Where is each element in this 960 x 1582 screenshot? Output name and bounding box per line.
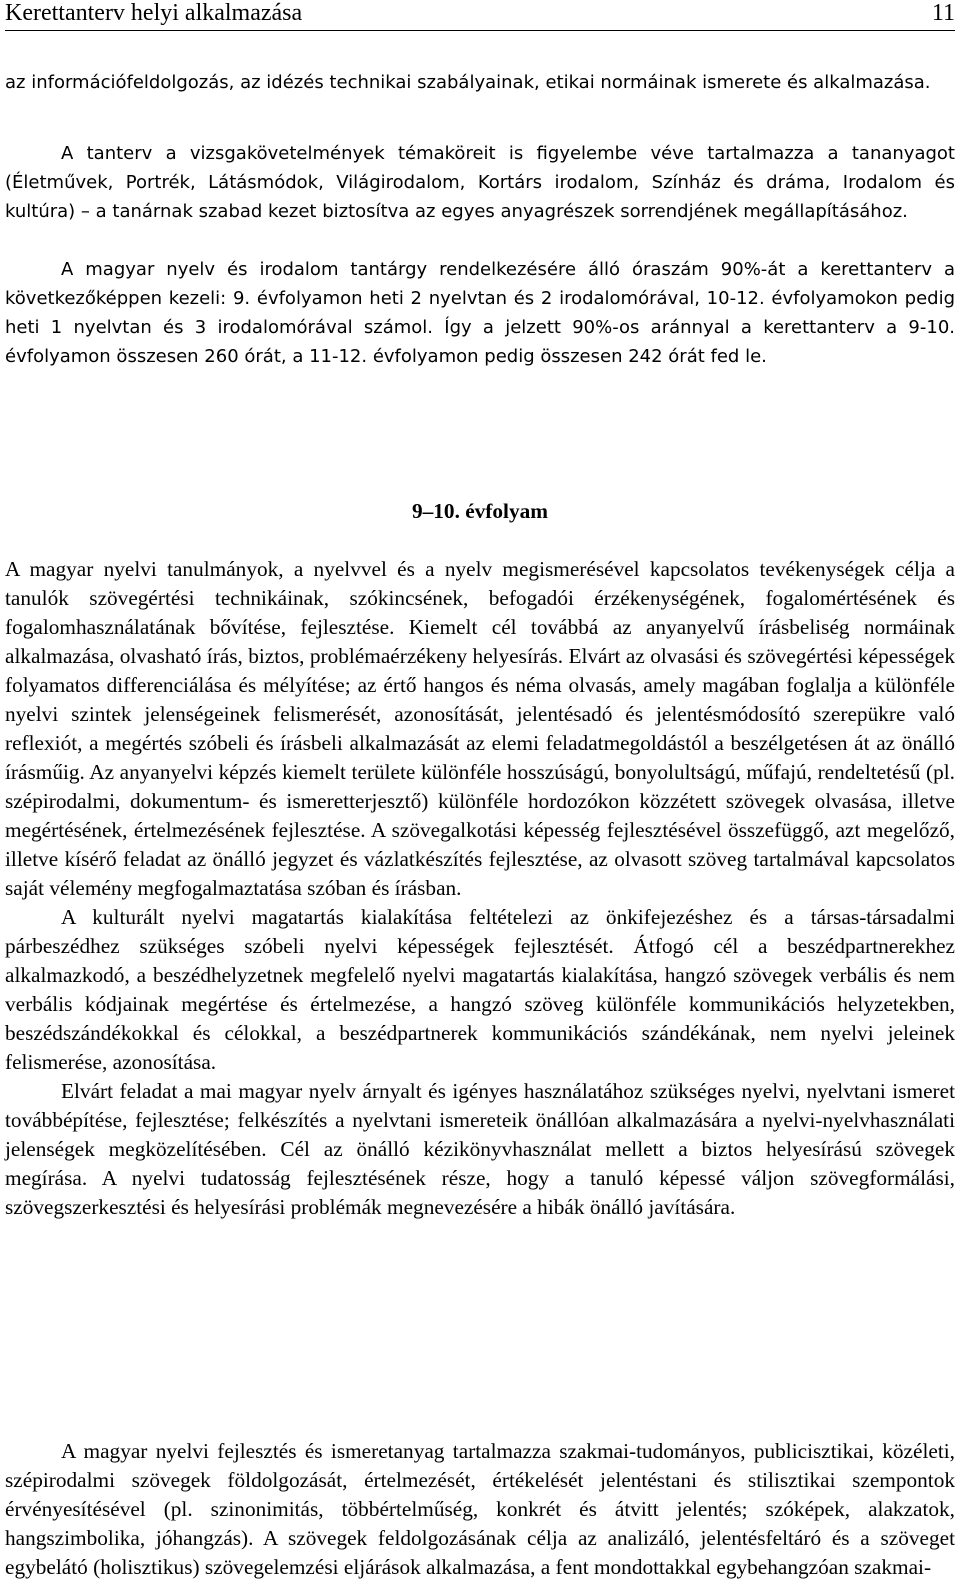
section-paragraph-4: A magyar nyelvi fejlesztés és ismeretanyag tartalmazza szakmai-tudományos, publicisztikai, közéleti, szépirodalmi szövegek földolgozását, értelmezését, értékelését jelentéstani és stilisztikai szempontok érvényesítésével (pl. szinonimitás, többértelműség, konkrét és átvitt jelentés; szóképek, alakzatok, hangszimbolika, jóhangzás). A szövegek feldolgozásának célja az analizáló, jelentésfeltáró és a szöveget egybelátó (holisztikus) szövegelemzési eljárások alkalmazása, a fent mondottakkal egybehangzóan szakmai- [5,1439,955,1579]
intro-continuation: az információfeldolgozás, az idézés technikai szabályainak, etikai normáinak ismerete és alkalmazása. [5,72,931,93]
section-paragraph-1: A magyar nyelvi tanulmányok, a nyelvvel és a nyelv megismerésével kapcsolatos tevékenységek célja a tanulók szövegértési technikáinak, szókincsének, befogadói érzékenységének, fogalomértésének és fogalomhasználatának bővítése, fejlesztése. Kiemelt cél továbbá az anyanyelvű írásbeliség normáinak alkalmazása, olvasható írás, biztos, problémaérzékeny helyesírás. Elvárt az olvasási és szövegértési képességek folyamatos differenciálása és mélyítése; az értő hangos és néma olvasás, amely magában foglalja a különféle nyelvi szintek jelenségeinek felismerését, azonosítását, jelentésadó és jelentésmódosító szerepükre való reflexiót, a megértés szóbeli és írásbeli alkalmazását az elemi feladatmegoldástól a beszélgetésen át az önálló írásműig. Az anyanyelvi képzés kiemelt területe különféle hosszúságú, bonyolultságú, műfajú, rendeltetésű (pl. szépirodalmi, dokumentum- és ismeretterjesztő) különféle hordozókon közzétett szövegek olvasása, illetve megértésének, értelmezésének fejlesztése. A szövegalkotási képesség fejlesztésével összefüggő, azt megelőző, illetve kísérő feladat az önálló jegyzet és vázlatkészítés fejlesztése, az olvasott szöveg tartalmával kapcsolatos saját vélemény megfogalmaztatása szóban és írásban. [5,557,955,900]
section-heading: 9–10. évfolyam [411,499,549,523]
section-paragraph-3: Elvárt feladat a mai magyar nyelv árnyalt és igényes használatához szükséges nyelvi, nyelvtani ismeret továbbépítése, fejlesztése; felkészítés a nyelvtani ismereteik önállóan alkalmazására a nyelvi-nyelvhasználati jelenségek megközelítésében. Cél az önálló kézikönyvhasználat mellett a biztos helyesírású szövegek megírása. A nyelvi tudatosság fejlesztésének része, hogy a tanuló képessé váljon szövegformálási, szövegszerkesztési és helyesírási problémák megnevezésére a hibák önálló javítására. [5,1079,955,1219]
page-header [5,0,955,31]
intro-paragraph-curriculum: A tanterv a vizsgakövetelmények témaköreit is figyelembe véve tartalmazza a tananyagot (Életművek, Portrék, Látásmódok, Világirodalom, Kortárs irodalom, Színház és dráma, Irodalom és kultúra) – a tanárnak szabad kezet biztosítva az egyes anyagrészek sorrendjének megállapításához. [5,143,955,222]
section-paragraph-2: A kulturált nyelvi magatartás kialakítása feltételezi az önkifejezéshez és a társas-társadalmi párbeszédhez szükséges szóbeli nyelvi képességek fejlesztését. Átfogó cél a beszédpartnerekhez alkalmazkodó, a beszédhelyzetnek megfelelő nyelvi magatartás kialakítása, hangzó szövegek verbális és nem verbális kódjainak megértése és értelmezése, a hangzó szöveg különféle kommunikációs helyzetekben, beszédszándékokkal és célokkal, a beszédpartnerek kommunikációs szándékának, nem nyelvi jeleinek felismerése, azonosítása. [5,905,955,1074]
section-body [5,555,955,1222]
page-number: 11 [931,0,955,26]
intro-paragraph-hours: A magyar nyelv és irodalom tantárgy rendelkezésére álló óraszám 90%-át a kerettanterv a következőképpen kezeli: 9. évfolyamon heti 2 nyelvtan és 2 irodalomórával, 10-12. évfolyamokon pedig heti 1 nyelvtan és 3 irodalomórával számol. Így a jelzett 90%-os aránnyal a kerettanterv a 9-10. évfolyamon összesen 260 órát, a 11-12. évfolyamon pedig összesen 242 órát fed le. [5,259,955,367]
header-title: Kerettanterv helyi alkalmazása [5,0,303,26]
